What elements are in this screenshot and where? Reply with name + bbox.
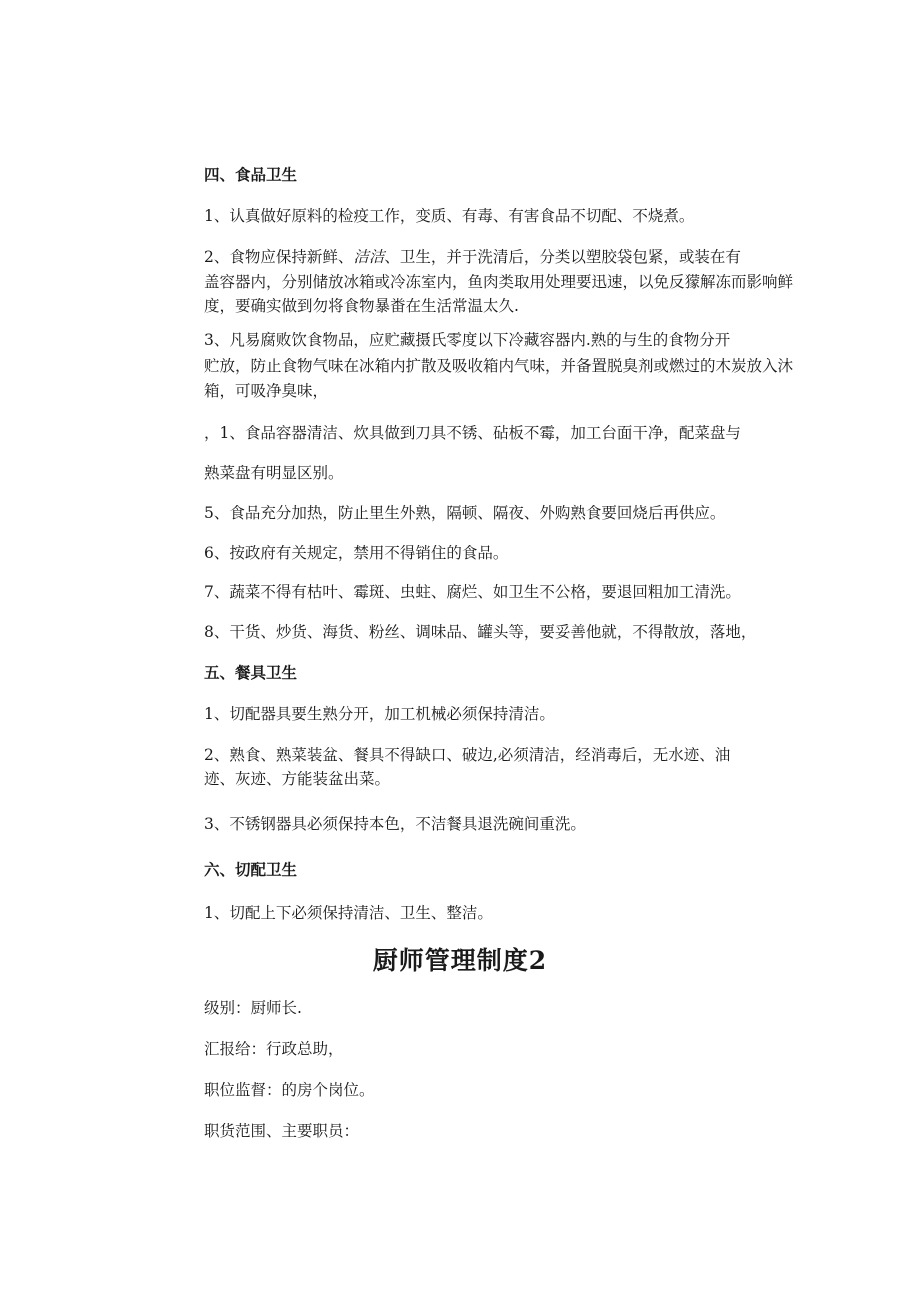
- tableware-hygiene-item-2-line-2: 迹、灰迹、方能装盆出菜。: [204, 770, 391, 788]
- food-hygiene-item-1: 1、认真做好原料的检疫工作，变质、有毒、有害食品不切配、不烧煮。: [204, 207, 695, 225]
- food-hygiene-item-3-line-2: 贮放，防止食物气味在冰箱内扩散及吸收箱内气味，并备置脱臭剂或燃过的木炭放入沐: [204, 357, 794, 375]
- field-report-to: 汇报给：行政总助，: [204, 1040, 344, 1058]
- cutting-hygiene-item-1: 1、切配上下必须保持清洁、卫生、整洁。: [204, 904, 493, 922]
- food-hygiene-item-3-line-1: 3、凡易腐败饮食物品，应贮藏摄氏零度以下冷藏容器内.熟的与生的食物分开: [204, 331, 731, 349]
- food-hygiene-item-8: 8、干货、炒货、海货、粉丝、调味品、罐头等，要妥善他就，不得散放，落地，: [204, 623, 757, 641]
- tableware-hygiene-item-3: 3、不锈钢器具必须保持本色，不洁餐具退洗碗间重洗。: [204, 815, 586, 833]
- food-hygiene-item-3-line-3: 箱，可吸净臭味，: [204, 382, 329, 400]
- field-level: 级别：厨师长.: [204, 999, 302, 1017]
- field-scope: 职货范围、主要职员：: [204, 1122, 360, 1140]
- food-hygiene-item-4-line-2: 熟菜盘有明显区别。: [204, 464, 344, 482]
- food-hygiene-item-2-part-b: 洁洁: [353, 248, 385, 266]
- food-hygiene-item-2-part-c: 、卫生，并于洗清后，分类以塑胶袋包紧，或装在有: [384, 248, 741, 266]
- section-heading-food-hygiene: 四、食品卫生: [204, 166, 298, 184]
- tableware-hygiene-item-2-line-1: 2、熟食、熟菜装盆、餐具不得缺口、破边,必须清洁，经消毒后，无水迹、油: [204, 746, 731, 764]
- food-hygiene-item-2-line-1: [204, 247, 741, 267]
- food-hygiene-item-2-line-3: 度，要确实做到勿将食物暴畨在生活常温太久.: [204, 297, 519, 315]
- food-hygiene-item-2-line-2: 盖容器内，分别储放冰箱或冷冻室内，鱼肉类取用处理要迅速，以免反獴解冻而影响鲜: [204, 273, 794, 291]
- food-hygiene-item-6: 6、按政府有关规定，禁用不得销住的食品。: [204, 544, 509, 562]
- food-hygiene-item-7: 7、蔬菜不得有枯叶、霉斑、虫蛀、腐烂、如卫生不公格，要退回粗加工清洗。: [204, 583, 741, 601]
- food-hygiene-item-4-line-1: ，1、食品容器清洁、炊具做到刀具不锈、砧板不霉，加工台面干净，配菜盘与: [204, 424, 741, 442]
- food-hygiene-item-2-part-a: 2、食物应保持新鲜、: [204, 248, 354, 266]
- section-heading-tableware-hygiene: 五、餐具卫生: [204, 664, 298, 682]
- tableware-hygiene-item-1: 1、切配器具要生熟分开，加工机械必须保持清洁。: [204, 705, 555, 723]
- food-hygiene-item-5: 5、食品充分加热，防止里生外熟，隔顿、隔夜、外购熟食要回烧后再供应。: [204, 504, 726, 522]
- document-title: 厨师管理制度2: [372, 946, 548, 975]
- section-heading-cutting-hygiene: 六、切配卫生: [204, 861, 298, 879]
- field-supervise: 职位监督：的房个岗位。: [204, 1081, 375, 1099]
